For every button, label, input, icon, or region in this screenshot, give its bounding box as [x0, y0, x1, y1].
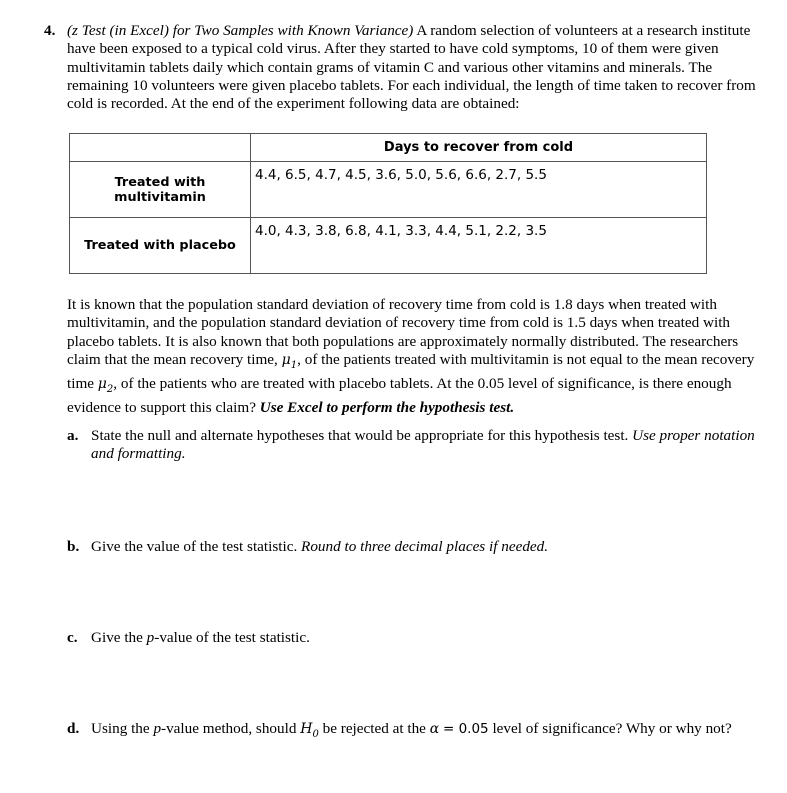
part-c-label: c. — [67, 629, 78, 646]
h-letter: H — [300, 721, 313, 737]
part-c-post: -value of the test statistic. — [154, 629, 310, 646]
data-table — [69, 133, 707, 274]
excel-instruction: Use Excel to perform the hypothesis test. — [259, 399, 515, 417]
alpha-value: = 0.05 — [442, 721, 489, 737]
desc-part-1: It is known that the population standard deviation of recovery time from cold is 1.8 days when treated with multivitamin, and the population standard deviation of recovery time from cold is 1.5 days when treated with placebo tablets. It is also known that both populations are approximately normally distributed. The researchers claim that the mean recovery time, — [67, 296, 739, 368]
question-intro-text: A random selection of volunteers at a research institute have been exposed to a typical cold virus. After they started to have cold symptoms, 10 of them were given multivitamin tablets daily which contain grams of vitamin C and various other vitamins and minerals. The remaining 10 volunteers were given placebo tablets. For each individual, the length of time taken to recover from cold is recorded. At the end of the experiment following data are obtained: — [67, 22, 756, 113]
row-values-placebo: 4.0, 4.3, 3.8, 6.8, 4.1, 3.3, 4.4, 5.1, 2.2, 3.5 — [251, 218, 707, 274]
question-number: 4. — [44, 22, 56, 39]
mu1-symbol — [281, 351, 298, 371]
mu1-letter: μ — [281, 351, 291, 368]
part-b-note: Round to three decimal places if needed. — [301, 538, 549, 555]
part-d-text — [91, 720, 757, 744]
h0-symbol — [300, 721, 319, 740]
part-d-pre: Using the — [91, 720, 150, 737]
table-corner-cell — [70, 134, 251, 162]
part-a-note: Use proper notation and formatting. — [91, 427, 755, 463]
part-b-question: Give the value of the test statistic. — [91, 538, 298, 555]
part-d-mid: -value method, should — [161, 720, 297, 737]
row-label-placebo: Treated with placebo — [70, 218, 251, 274]
part-b-label: b. — [67, 538, 80, 555]
row-label-multivitamin: Treated with multivitamin — [70, 162, 251, 218]
h-subscript: 0 — [312, 728, 319, 740]
part-d-p: p — [153, 720, 162, 737]
alpha-symbol: α — [429, 721, 440, 737]
mu1-subscript: 1 — [290, 359, 298, 371]
table-header: Days to recover from cold — [251, 134, 707, 162]
part-d-post: level of significance? Why or why not? — [492, 720, 732, 737]
part-b — [67, 538, 757, 556]
question-intro — [67, 22, 767, 113]
part-b-text — [91, 538, 757, 556]
row-values-multivitamin: 4.4, 6.5, 4.7, 4.5, 3.6, 5.0, 5.6, 6.6, 2.7, 5.5 — [251, 162, 707, 218]
part-c-p: p — [146, 629, 155, 646]
part-d-mid2: be rejected at the — [322, 720, 426, 737]
part-a-question: State the null and alternate hypotheses that would be appropriate for this hypothesis test. — [91, 427, 629, 444]
table-header-row — [70, 134, 707, 162]
desc-part-2: , of the patients treated with multivitamin is not equal to the mean recovery time — [67, 350, 755, 392]
part-c-pre: Give the — [91, 629, 143, 646]
part-d-label: d. — [67, 720, 80, 737]
part-a — [67, 427, 757, 464]
question-title: (z Test (in Excel) for Two Samples with Known Variance) — [67, 22, 414, 39]
table-row — [70, 162, 707, 218]
part-c-text — [91, 629, 757, 647]
part-a-label: a. — [67, 427, 79, 444]
mu2-letter: μ — [97, 375, 107, 392]
problem-description — [67, 296, 767, 417]
part-c — [67, 629, 757, 647]
mu2-symbol — [97, 375, 114, 395]
table-row — [70, 218, 707, 274]
desc-part-3: , of the patients who are treated with placebo tablets. At the 0.05 level of significance, is there enough evidence to support this claim? — [67, 374, 732, 417]
part-a-text — [91, 427, 757, 464]
mu2-subscript: 2 — [106, 383, 114, 395]
part-d — [67, 720, 757, 744]
